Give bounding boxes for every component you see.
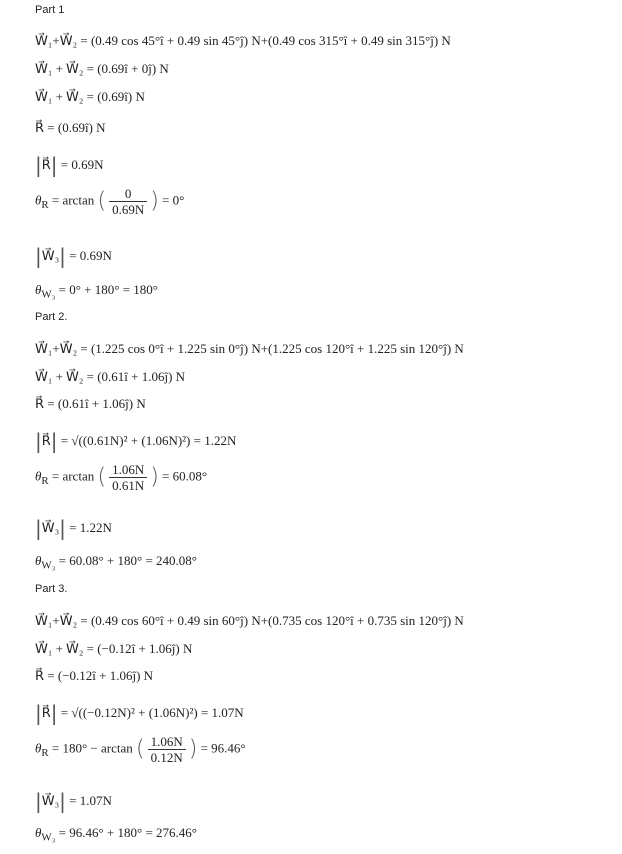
eq-term: (0.49 cos 45°î + 0.49 sin 45°ĵ) [90,33,249,48]
eq-term: (0.49 cos 315°î + 0.49 sin 315°ĵ) [268,33,439,48]
part-2-eq-angle: $\theta_R = \arctan$ ( $\frac{1.06N}{0.61N}$ ) = 60.08° [35,462,208,493]
eq-lhs: R⃗ [41,705,51,720]
eq-lhs: W⃗₁+W⃗₂ = [35,613,91,628]
theta-subscript: R [41,199,49,212]
theta-subscript: R [41,747,49,760]
part-1-eq-sum-simplified [35,62,169,75]
eq-unit: N [92,120,106,135]
eq-term: (0.69î + 0ĵ) [97,61,157,76]
eq-op: N+ [248,33,269,48]
eq-mid: = 180° − arctan [48,740,136,756]
part-2-eq-sum-simplified [35,370,185,383]
eq-unit: N [132,89,145,104]
eq-lhs: R⃗ [41,433,51,448]
part-1-eq-angle: $\theta_R = \arctan$ ( $\frac{0}{0.69N}$ ) = 0° [35,186,185,217]
eq-term: (0.69î) [57,120,93,135]
eq-lhs: W⃗₃ [41,793,60,808]
fraction [148,735,186,764]
eq-rhs: = 0° + 180° = 180° [55,282,158,297]
part-3-eq-magnitude: |R⃗| = √((−0.12N)² + (1.06N)²) = 1.07N [35,701,244,725]
eq-rhs: = 60.08° [158,468,208,484]
part-3-heading: Part 3. [35,583,68,595]
eq-lhs: W⃗₃ [41,520,60,535]
theta-subscript: W₃ [41,559,56,572]
eq-unit: N [140,668,154,683]
eq-lhs: W⃗₁+W⃗₂ = [35,33,91,48]
eq-unit: N [172,369,186,384]
eq-rhs: = 96.46° [197,740,246,756]
eq-rhs: = √((−0.12N)² + (1.06N)²) = 1.07N [57,705,244,720]
eq-rhs: = 60.08° + 180° = 240.08° [55,553,197,568]
theta-symbol: θ [35,192,42,208]
fraction-denominator: 0.69N [112,202,145,217]
part-3-eq-sum-components [35,614,464,627]
eq-term: (1.225 cos 0°î + 1.225 sin 0°ĵ) [90,341,249,356]
theta-subscript: W₃ [41,831,56,844]
eq-term: (0.735 cos 120°î + 0.735 sin 120°ĵ) [268,613,452,628]
eq-unit: N [179,641,193,656]
eq-lhs: W⃗₁ + W⃗₂ = [35,89,98,104]
eq-rhs: = 96.46° + 180° = 276.46° [55,825,197,840]
fraction [109,463,147,492]
part-2-eq-resultant [35,397,146,410]
part-2-eq-w3-angle [35,554,197,571]
eq-lhs: R⃗ = [35,120,58,135]
part-3-eq-w3-angle [35,826,197,843]
eq-lhs: R⃗ [41,157,51,172]
theta-subscript: W₃ [41,288,56,301]
eq-lhs: W⃗₁ + W⃗₂ = [35,369,98,384]
eq-unit: N [438,33,451,48]
eq-lhs: W⃗₁+W⃗₂ = [35,341,91,356]
eq-lhs: W⃗₁ + W⃗₂ = [35,641,98,656]
eq-rhs: = 0° [158,192,185,208]
part-1-eq-w3-angle [35,283,158,300]
eq-lhs: R⃗ = [35,668,58,683]
theta-symbol: θ [35,740,42,756]
eq-rhs: = 1.22N [65,520,112,535]
eq-term: (0.69î) [97,89,133,104]
part-1-heading: Part 1 [35,4,65,16]
eq-op: N+ [248,341,269,356]
part-2-eq-sum-components [35,342,464,355]
fraction-numerator: 1.06N [109,463,147,478]
part-2-eq-magnitude: |R⃗| = √((0.61N)² + (1.06N)²) = 1.22N [35,429,237,453]
part-1-eq-resultant [35,121,106,134]
eq-term: (−0.12î + 1.06ĵ) [57,668,141,683]
eq-term: (−0.12î + 1.06ĵ) [97,641,180,656]
theta-subscript: R [41,475,49,488]
eq-lhs: R⃗ = [35,396,58,411]
fraction-numerator: 0 [109,187,147,202]
eq-unit: N [133,396,146,411]
theta-symbol: θ [35,282,42,297]
part-1-eq-sum-result [35,90,145,103]
part-3-eq-resultant [35,669,153,682]
eq-rhs: = 0.69N [57,157,104,172]
eq-mid: = arctan [48,468,98,484]
part-1-eq-sum-components [35,34,451,47]
part-2-eq-w3-magnitude: |W⃗₃| = 1.22N [35,516,112,540]
part-3-eq-sum-simplified [35,642,192,655]
part-1-eq-w3-magnitude: |W⃗₃| = 0.69N [35,244,112,268]
fraction-denominator: 0.12N [150,750,183,765]
eq-rhs: = √((0.61N)² + (1.06N)²) = 1.22N [57,433,237,448]
eq-mid: = arctan [48,192,98,208]
fraction [109,187,147,216]
theta-symbol: θ [35,825,42,840]
theta-symbol: θ [35,468,42,484]
part-3-eq-w3-magnitude: |W⃗₃| = 1.07N [35,789,112,813]
theta-symbol: θ [35,553,42,568]
eq-unit: N [451,613,464,628]
eq-term: (0.49 cos 60°î + 0.49 sin 60°ĵ) [90,613,249,628]
eq-op: N+ [248,613,269,628]
eq-term: (0.61î + 1.06ĵ) [57,396,134,411]
fraction-denominator: 0.61N [112,478,145,493]
fraction-numerator: 1.06N [148,735,186,750]
part-3-eq-angle: $\theta_R = 180^\circ - \arctan$ ( $\frac{1.06N}{0.12N}$ ) = 96.46° [35,734,246,765]
eq-term: (0.61î + 1.06ĵ) [97,369,173,384]
eq-rhs: = 1.07N [65,793,112,808]
eq-unit: N [156,61,169,76]
eq-term: (1.225 cos 120°î + 1.225 sin 120°ĵ) [268,341,452,356]
part-1-eq-magnitude: |R⃗| = 0.69N [35,153,104,177]
eq-rhs: = 0.69N [65,248,112,263]
eq-lhs: W⃗₃ [41,248,60,263]
eq-lhs: W⃗₁ + W⃗₂ = [35,61,98,76]
part-2-heading: Part 2. [35,311,68,323]
eq-unit: N [451,341,464,356]
